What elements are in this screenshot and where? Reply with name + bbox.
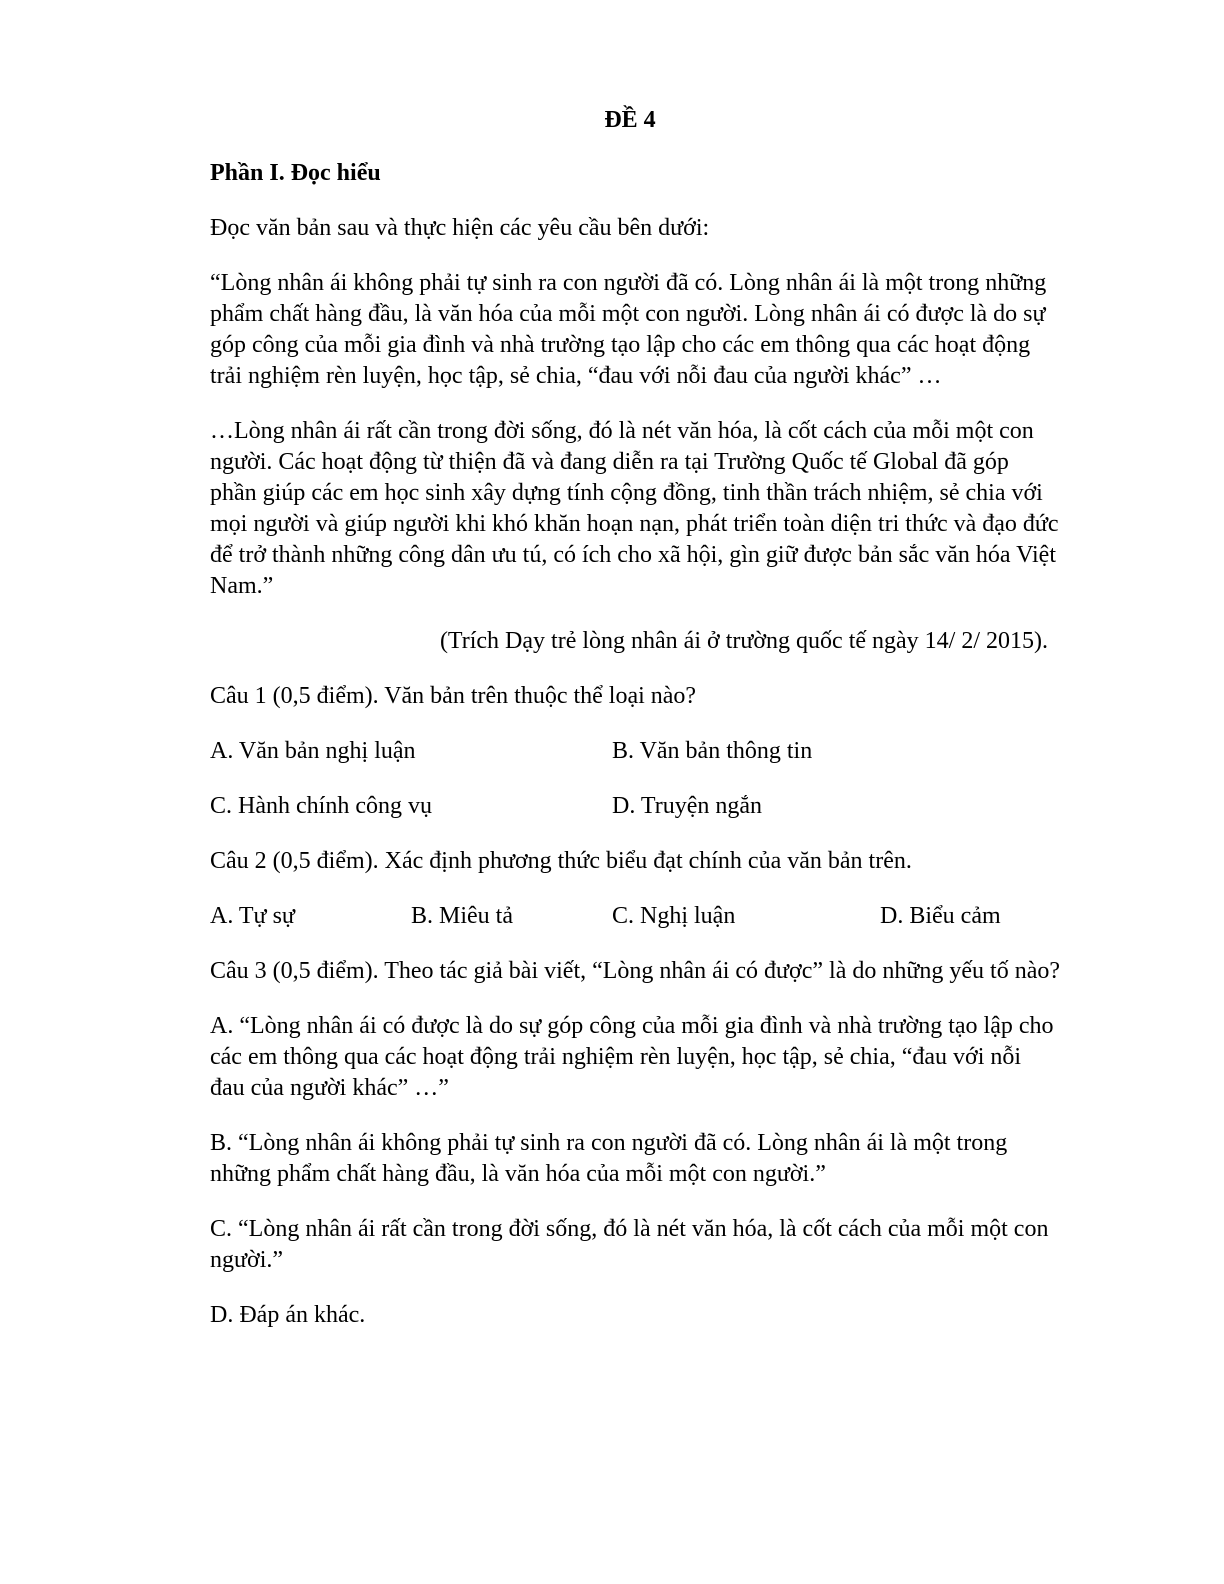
question-1-options-row-2 [210, 791, 1060, 822]
section-heading: Phần I. Đọc hiểu [210, 160, 381, 186]
question-3-option-d: D. Đáp án khác. [210, 1302, 366, 1328]
exam-title: ĐỀ 4 [604, 107, 656, 133]
question-2-option-a: A. Tự sự [210, 903, 295, 929]
question-2-option-b: B. Miêu tả [411, 903, 513, 929]
question-2-option-c: C. Nghị luận [612, 903, 736, 929]
document-body [210, 158, 1060, 1355]
question-1-option-b: B. Văn bản thông tin [612, 738, 813, 764]
question-2-options-row [210, 901, 1060, 932]
question-3: Câu 3 (0,5 điểm). Theo tác giả bài viết, “Lòng nhân ái có được” là do những yếu tố nào? [210, 958, 1061, 984]
instruction-text: Đọc văn bản sau và thực hiện các yêu cầu bên dưới: [210, 215, 710, 241]
question-1-options-row-1 [210, 736, 1060, 767]
question-1-option-a: A. Văn bản nghị luận [210, 738, 416, 764]
question-3-option-b: B. “Lòng nhân ái không phải tự sinh ra con người đã có. Lòng nhân ái là một trong những phẩm chất hàng đầu, là văn hóa của mỗi một con người.” [210, 1130, 1008, 1187]
passage-paragraph-2: …Lòng nhân ái rất cần trong đời sống, đó là nét văn hóa, là cốt cách của mỗi một con người. Các hoạt động từ thiện đã và đang diễn ra tại Trường Quốc tế Global đã góp phần giúp các em học sinh xây dựng tính cộng đồng, tinh thần trách nhiệm, sẻ chia với mọi người và giúp người khi khó khăn hoạn nạn, phát triển toàn diện tri thức và đạo đức để trở thành những công dân ưu tú, có ích cho xã hội, gìn giữ được bản sắc văn hóa Việt Nam.” [210, 418, 1059, 599]
question-1: Câu 1 (0,5 điểm). Văn bản trên thuộc thể loại nào? [210, 683, 697, 709]
question-2: Câu 2 (0,5 điểm). Xác định phương thức biểu đạt chính của văn bản trên. [210, 848, 912, 874]
question-3-option-c: C. “Lòng nhân ái rất cần trong đời sống, đó là nét văn hóa, là cốt cách của mỗi một con người.” [210, 1216, 1049, 1273]
question-1-option-d: D. Truyện ngắn [612, 793, 763, 819]
passage-paragraph-1: “Lòng nhân ái không phải tự sinh ra con người đã có. Lòng nhân ái là một trong những phẩm chất hàng đầu, là văn hóa của mỗi một con người. Lòng nhân ái có được là do sự góp công của mỗi gia đình và nhà trường tạo lập cho các em thông qua các hoạt động trải nghiệm rèn luyện, học tập, sẻ chia, “đau với nỗi đau của người khác” … [210, 270, 1047, 389]
question-2-option-d: D. Biểu cảm [880, 903, 1001, 929]
question-3-option-a: A. “Lòng nhân ái có được là do sự góp công của mỗi gia đình và nhà trường tạo lập cho các em thông qua các hoạt động trải nghiệm rèn luyện, học tập, sẻ chia, “đau với nỗi đau của người khác” …” [210, 1013, 1054, 1101]
question-1-option-c: C. Hành chính công vụ [210, 793, 432, 819]
passage-source: (Trích Dạy trẻ lòng nhân ái ở trường quốc tế ngày 14/ 2/ 2015). [439, 628, 1048, 654]
